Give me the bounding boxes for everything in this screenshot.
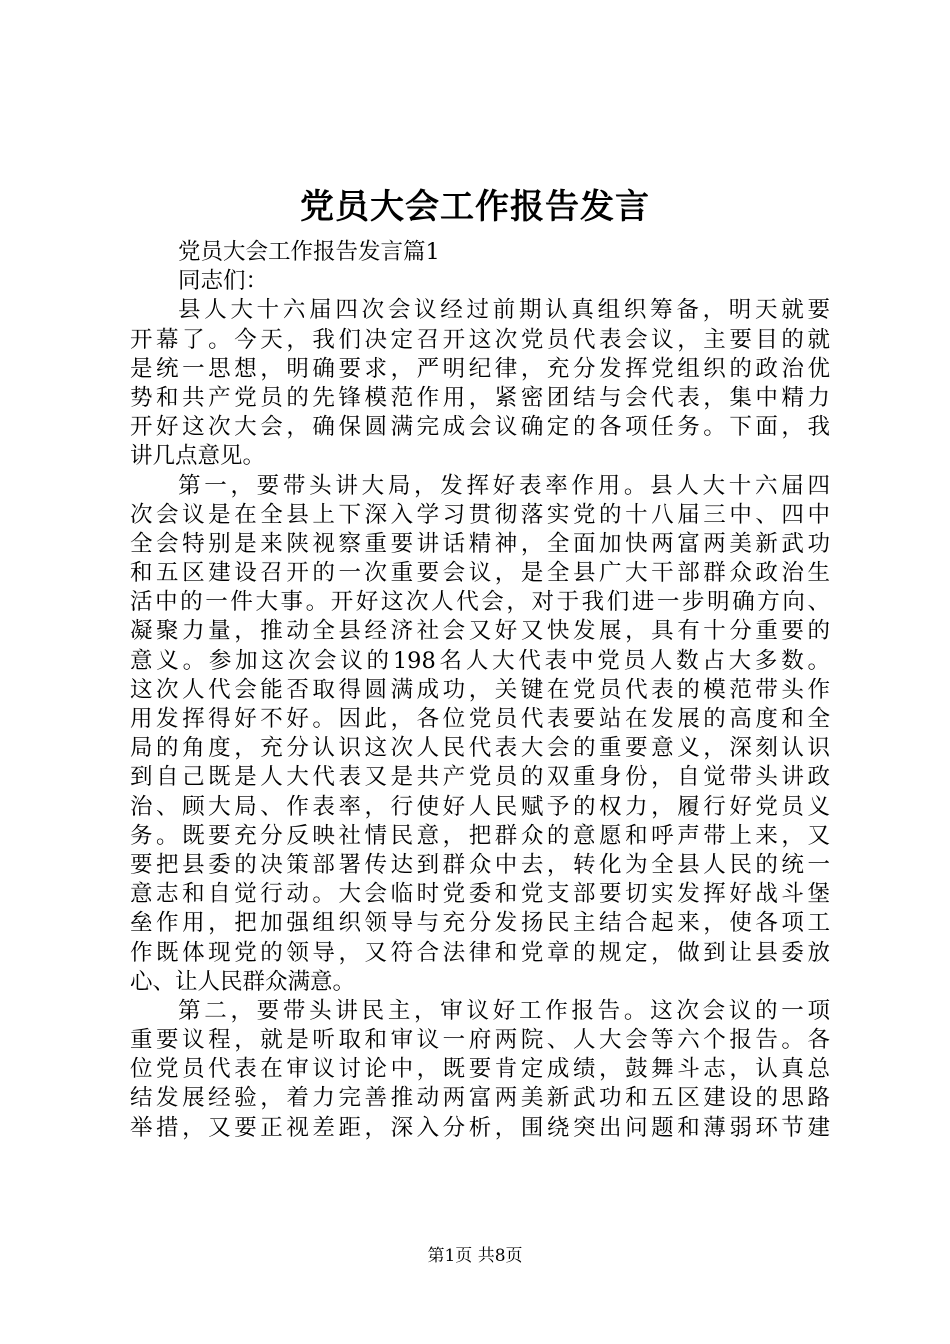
text-line: 是统一思想，明确要求，严明纪律，充分发挥党组织的政治优: [130, 355, 830, 382]
text-line: 意义。参加这次会议的198名人大代表中党员人数占大多数。: [130, 647, 830, 674]
text-line: 用发挥得好不好。因此，各位党员代表要站在发展的高度和全: [130, 706, 830, 732]
text-line: 心、让人民群众满意。: [130, 968, 356, 995]
text-line: 开幕了。今天，我们决定召开这次党员代表会议，主要目的就: [130, 326, 830, 353]
text-line: 重要议程，就是听取和审议一府两院、人大会等六个报告。各: [130, 1027, 830, 1054]
text-line: 凝聚力量，推动全县经济社会又好又快发展，具有十分重要的: [130, 618, 830, 645]
text-line: 位党员代表在审议讨论中，既要肯定成绩，鼓舞斗志，认真总: [130, 1056, 830, 1083]
text-line: 第二，要带头讲民主，审议好工作报告。这次会议的一项: [178, 997, 830, 1024]
text-line: 第一，要带头讲大局，发挥好表率作用。县人大十六届四: [178, 472, 830, 499]
text-line: 县人大十六届四次会议经过前期认真组织筹备，明天就要: [178, 297, 830, 324]
text-line: 全会特别是来陕视察重要讲话精神，全面加快两富两美新武功: [130, 530, 830, 557]
text-line: 作既体现党的领导，又符合法律和党章的规定，做到让县委放: [130, 939, 830, 966]
text-line: 意志和自觉行动。大会临时党委和党支部要切实发挥好战斗堡: [130, 881, 830, 908]
text-line: 治、顾大局、作表率，行使好人民赋予的权力，履行好党员义: [130, 793, 830, 820]
text-line: 垒作用，把加强组织领导与充分发扬民主结合起来，使各项工: [130, 910, 830, 937]
page-footer: 第1页 共8页: [427, 1246, 523, 1266]
document-title: 党员大会工作报告发言: [300, 187, 650, 227]
text-line: 势和共产党员的先锋模范作用，紧密团结与会代表，集中精力: [130, 384, 830, 411]
text-line: 务。既要充分反映社情民意，把群众的意愿和呼声带上来，又: [130, 822, 830, 849]
text-line: 活中的一件大事。开好这次人代会，对于我们进一步明确方向、: [130, 589, 830, 616]
document-body: [130, 238, 830, 1143]
text-line: 结发展经验，着力完善推动两富两美新武功和五区建设的思路: [130, 1085, 830, 1112]
subheading: 党员大会工作报告发言篇1: [178, 239, 440, 265]
text-line: 讲几点意见。: [130, 443, 266, 470]
text-line: 和五区建设召开的一次重要会议，是全县广大干部群众政治生: [130, 560, 830, 587]
text-line: 局的角度，充分认识这次人民代表大会的重要意义，深刻认识: [130, 735, 830, 762]
text-line: 次会议是在全县上下深入学习贯彻落实党的十八届三中、四中: [130, 501, 830, 528]
text-line: 到自己既是人大代表又是共产党员的双重身份，自觉带头讲政: [130, 764, 830, 791]
text-line: 这次人代会能否取得圆满成功，关键在党员代表的模范带头作: [130, 676, 830, 703]
text-line: 要把县委的决策部署传达到群众中去，转化为全县人民的统一: [130, 851, 830, 878]
text-line: 开好这次大会，确保圆满完成会议确定的各项任务。下面，我: [130, 414, 830, 441]
salutation: 同志们：: [178, 268, 269, 295]
text-line: 举措，又要正视差距，深入分析，围绕突出问题和薄弱环节建: [130, 1114, 830, 1141]
